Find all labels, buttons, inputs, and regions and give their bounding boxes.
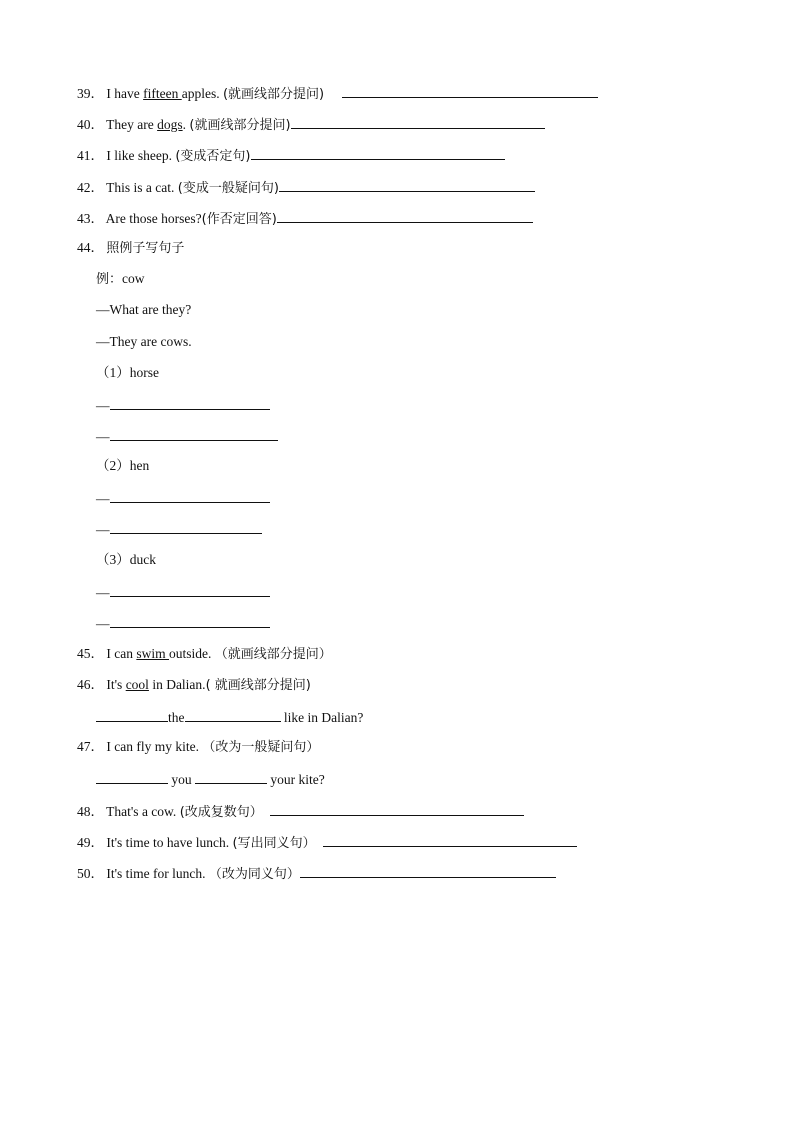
answer-blank[interactable] <box>110 487 270 503</box>
instruction: (变成一般疑问句) <box>177 181 279 196</box>
answer-blank[interactable] <box>110 581 270 597</box>
sub-item-3 <box>96 550 156 570</box>
instruction: （改为一般疑问句） <box>202 740 320 755</box>
underlined-word: fifteen <box>143 86 182 101</box>
underlined-word: cool <box>125 677 149 692</box>
question-text: I have <box>106 86 144 101</box>
answer-blank[interactable] <box>270 800 524 816</box>
question-number: 43． <box>77 211 104 226</box>
question-49 <box>77 831 577 851</box>
question-number: 48． <box>77 804 104 819</box>
question-45 <box>77 644 332 664</box>
question-40 <box>77 113 545 133</box>
question-text: I like sheep. <box>106 148 176 163</box>
question-text: That's a cow. <box>106 804 180 819</box>
dash: — <box>96 398 110 413</box>
answer-line <box>96 425 278 445</box>
question-text: apples. <box>181 86 223 101</box>
question-text: I can <box>106 646 137 661</box>
underlined-word: dogs <box>157 117 183 132</box>
question-number: 42． <box>77 180 104 195</box>
example-answer: —They are cows. <box>96 334 192 349</box>
answer-blank[interactable] <box>110 612 270 628</box>
question-text: outside. <box>169 646 215 661</box>
question-42 <box>77 176 535 196</box>
underlined-word: swim <box>136 646 169 661</box>
answer-blank[interactable] <box>195 768 267 784</box>
sub-item-word: hen <box>129 458 150 473</box>
answer-blank[interactable] <box>323 831 577 847</box>
dash: — <box>96 616 110 631</box>
question-41 <box>77 144 505 164</box>
answer-line <box>96 394 270 414</box>
answer-blank[interactable] <box>110 394 270 410</box>
answer-blank[interactable] <box>291 113 545 129</box>
instruction: (写出同义句） <box>232 836 316 851</box>
sub-item-label: （3） <box>96 552 130 567</box>
instruction: (作否定回答) <box>201 212 277 227</box>
sub-item-label: （1） <box>96 365 130 380</box>
answer-blank[interactable] <box>110 518 262 534</box>
question-number: 50． <box>77 866 104 881</box>
sub-item-word: duck <box>129 552 156 567</box>
question-number: 47． <box>77 739 104 754</box>
answer-blank[interactable] <box>96 706 168 722</box>
instruction: （就画线部分提问） <box>214 647 332 662</box>
question-text: They are <box>106 117 158 132</box>
answer-blank[interactable] <box>251 144 505 160</box>
question-50 <box>77 862 556 882</box>
dash: — <box>96 429 110 444</box>
question-number: 49． <box>77 835 104 850</box>
question-number: 39． <box>77 86 104 101</box>
fill-in-line-47 <box>96 768 325 788</box>
dash: — <box>96 491 110 506</box>
question-number: 45． <box>77 646 104 661</box>
example-label: 例： <box>96 272 123 287</box>
question-46 <box>77 675 311 695</box>
question-text: in Dalian. <box>148 677 206 692</box>
answer-line <box>96 612 270 632</box>
example-word: cow <box>122 271 145 286</box>
fill-word: you <box>168 772 195 787</box>
instruction: (就画线部分提问) <box>189 118 291 133</box>
answer-line <box>96 581 270 601</box>
answer-line <box>96 487 270 507</box>
instruction: (改成复数句） <box>179 805 263 820</box>
fill-word: your kite? <box>267 772 325 787</box>
question-text: It's time for lunch. <box>106 866 209 881</box>
dash: — <box>96 585 110 600</box>
answer-blank[interactable] <box>185 706 281 722</box>
answer-blank[interactable] <box>96 768 168 784</box>
question-text: It's time to have lunch. <box>106 835 233 850</box>
instruction: (变成否定句) <box>175 149 251 164</box>
answer-blank[interactable] <box>279 176 535 192</box>
question-text: . <box>182 117 190 132</box>
answer-blank[interactable] <box>300 862 556 878</box>
question-44 <box>77 238 184 258</box>
answer-blank[interactable] <box>277 207 533 223</box>
question-number: 41． <box>77 148 104 163</box>
question-43 <box>77 207 533 227</box>
question-text: It's <box>106 677 126 692</box>
sub-item-1 <box>96 363 159 383</box>
answer-blank[interactable] <box>110 425 278 441</box>
instruction: ( 就画线部分提问) <box>205 678 311 693</box>
question-47 <box>77 737 319 757</box>
dash: — <box>96 522 110 537</box>
question-39 <box>77 82 598 102</box>
answer-blank[interactable] <box>342 82 598 98</box>
example-question: —What are they? <box>96 302 192 317</box>
sub-item-word: horse <box>129 365 159 380</box>
question-text: I can fly my kite. <box>106 739 203 754</box>
question-48 <box>77 800 524 820</box>
example-line <box>96 269 145 289</box>
sub-item-label: （2） <box>96 458 130 473</box>
question-text: Are those horses? <box>105 211 202 226</box>
instruction: 照例子写句子 <box>106 241 185 256</box>
fill-in-line-46 <box>96 706 363 726</box>
instruction: （改为同义句） <box>208 867 300 882</box>
question-number: 46． <box>77 677 104 692</box>
question-number: 44． <box>77 240 104 255</box>
fill-word: the <box>168 710 185 725</box>
question-number: 40． <box>77 117 104 132</box>
instruction: (就画线部分提问) <box>222 87 325 102</box>
answer-line <box>96 518 262 538</box>
question-text: This is a cat. <box>106 180 178 195</box>
fill-word: like in Dalian? <box>280 710 364 725</box>
sub-item-2 <box>96 456 149 476</box>
